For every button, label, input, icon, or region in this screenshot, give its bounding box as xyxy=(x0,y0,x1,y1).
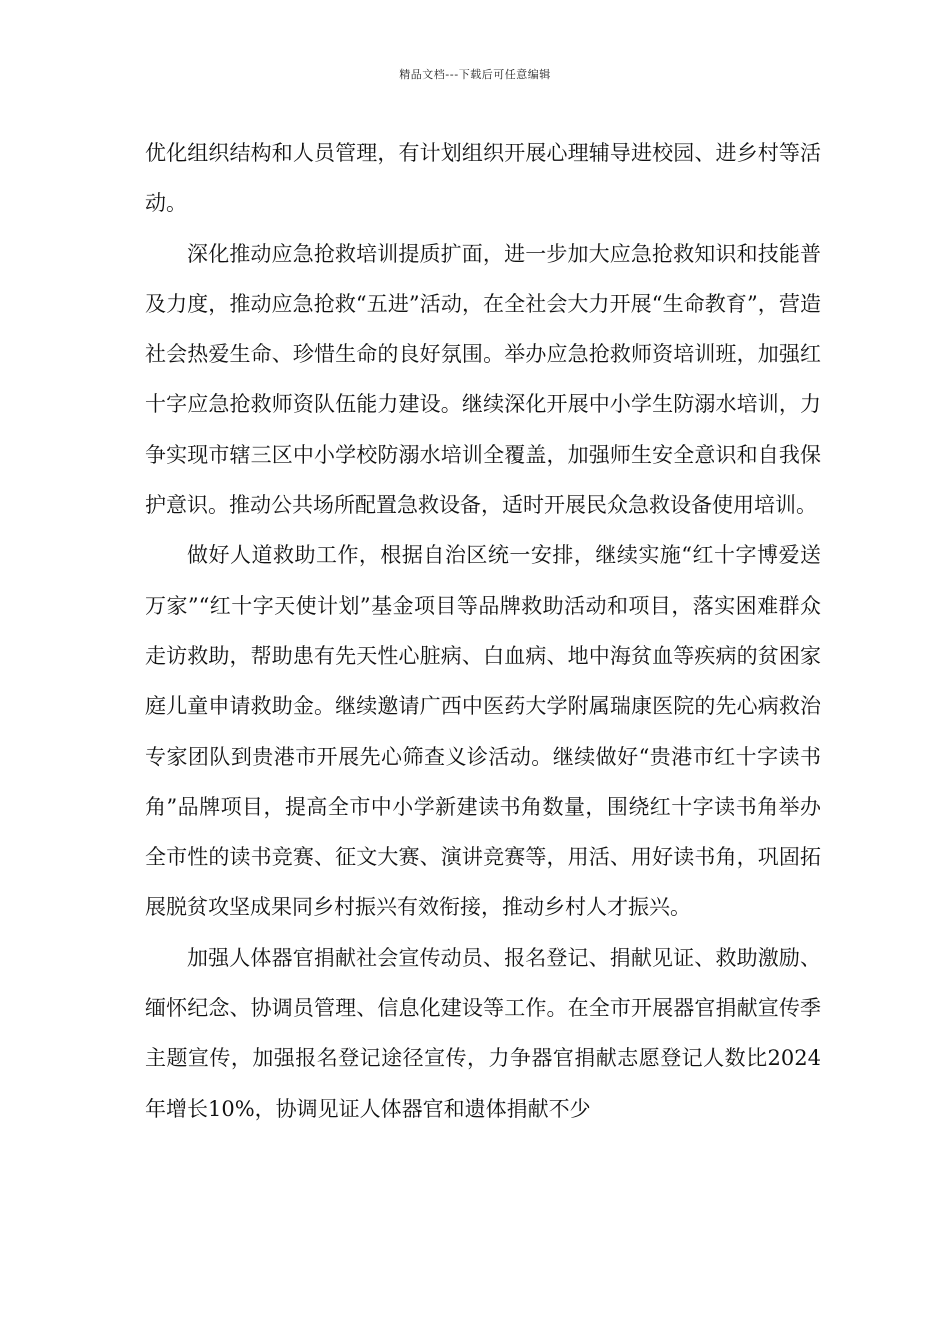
document-body xyxy=(145,128,821,1134)
paragraph-3: 做好人道救助工作，根据自治区统一安排，继续实施“红十字博爱送万家”“红十字天使计划”基金项目等品牌救助活动和项目，落实困难群众走访救助，帮助患有先天性心脏病、白血病、地中海贫血等疾病的贫困家庭儿童申请救助金。继续邀请广西中医药大学附属瑞康医院的先心病救治专家团队到贵港市开展先心筛查义诊活动。继续做好“贵港市红十字读书角”品牌项目，提高全市中小学新建读书角数量，围绕红十字读书角举办全市性的读书竞赛、征文大赛、演讲竞赛等，用活、用好读书角，巩固拓展脱贫攻坚成果同乡村振兴有效衔接，推动乡村人才振兴。 xyxy=(145,543,821,920)
paragraph-4: 加强人体器官捐献社会宣传动员、报名登记、捐献见证、救助激励、缅怀纪念、协调员管理、信息化建设等工作。在全市开展器官捐献宣传季主题宣传，加强报名登记途径宣传，力争器官捐献志愿登记人数比2024年增长10%，协调见证人体器官和遗体捐献不少 xyxy=(145,945,821,1121)
paragraph-2: 深化推动应急抢救培训提质扩面，进一步加大应急抢救知识和技能普及力度，推动应急抢救“五进”活动，在全社会大力开展“生命教育”，营造社会热爱生命、珍惜生命的良好氛围。举办应急抢救师资培训班，加强红十字应急抢救师资队伍能力建设。继续深化开展中小学生防溺水培训，力争实现市辖三区中小学校防溺水培训全覆盖，加强师生安全意识和自我保护意识。推动公共场所配置急救设备，适时开展民众急救设备使用培训。 xyxy=(145,241,821,518)
page-header: 精品文档---下载后可任意编辑 xyxy=(399,68,551,81)
paragraph-1: 优化组织结构和人员管理，有计划组织开展心理辅导进校园、进乡村等活动。 xyxy=(145,141,821,216)
